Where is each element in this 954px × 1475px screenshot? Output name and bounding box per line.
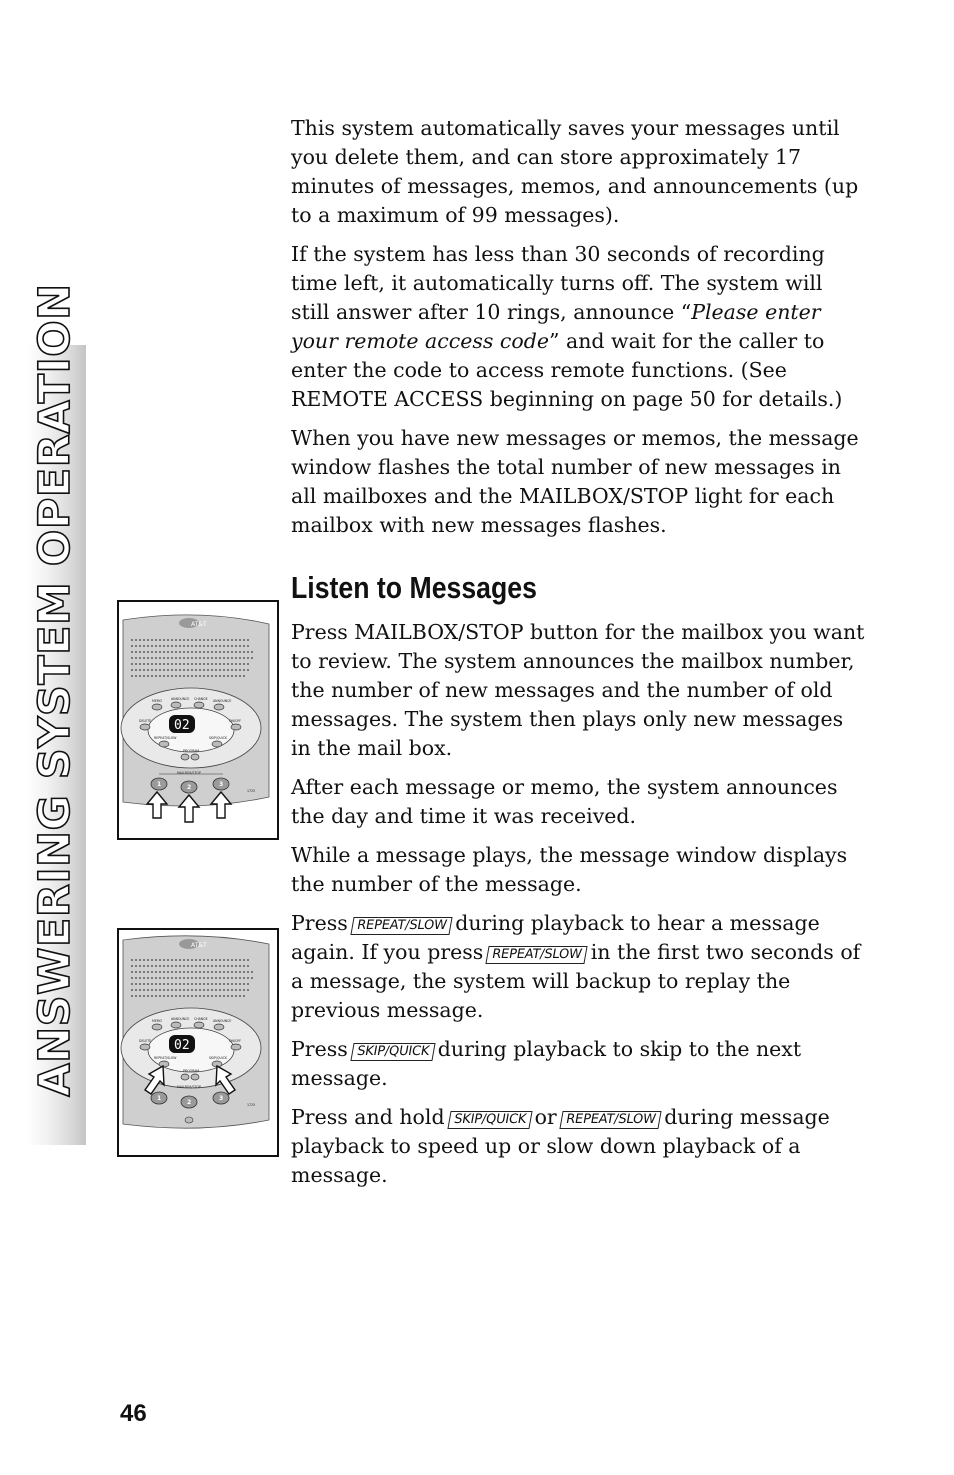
svg-text:REPEAT/SLOW: REPEAT/SLOW — [154, 1056, 177, 1060]
svg-text:DELETE: DELETE — [139, 1039, 152, 1043]
svg-text:CHANGE: CHANGE — [194, 697, 208, 701]
svg-text:MAILBOX/STOP: MAILBOX/STOP — [177, 1085, 201, 1089]
main-content — [291, 114, 866, 1200]
repeat-slow-key: REPEAT/SLOW — [559, 1111, 662, 1129]
recording-time-paragraph: If the system has less than 30 seconds of recording time left, it automatically turns off. The system will still answer after 10 rings, announce “Please enter your remote access code” and wait for the caller to enter the code to access remote functions. (See REMOTE ACCESS beginning on page 50 for details.) — [291, 242, 843, 411]
svg-text:1: 1 — [157, 1095, 162, 1102]
svg-text:3: 3 — [219, 1095, 224, 1102]
svg-text:ANNOUNCE: ANNOUNCE — [213, 699, 232, 703]
listen-paragraph-3: While a message plays, the message window displays the number of the message. — [291, 843, 848, 896]
mailbox-2-label: 2 — [187, 784, 192, 791]
answering-machine-figure-mailbox — [117, 600, 279, 840]
svg-text:ANNOUNCE: ANNOUNCE — [171, 697, 190, 701]
svg-text:AT&T: AT&T — [191, 942, 207, 949]
skip-quick-key: SKIP/QUICK — [447, 1111, 532, 1129]
svg-text:1725: 1725 — [247, 1103, 256, 1107]
new-messages-paragraph: When you have new messages or memos, the message window flashes the total number of new messages in all mailboxes and the MAILBOX/STOP light for each mailbox with new messages flashes. — [291, 426, 859, 537]
intro-paragraph: This system automatically saves your messages until you delete them, and can store approximately 17 minutes of messages, memos, and announcements (up to a maximum of 99 messages). — [291, 116, 859, 227]
svg-text:MEMO: MEMO — [152, 699, 163, 703]
svg-text:1725: 1725 — [247, 789, 256, 793]
skip-quick-key: SKIP/QUICK — [350, 1043, 435, 1061]
svg-text:PROGRAM: PROGRAM — [183, 1069, 200, 1073]
repeat-slow-key: REPEAT/SLOW — [486, 946, 589, 964]
svg-text:2: 2 — [187, 1099, 192, 1106]
svg-text:ON/OFF: ON/OFF — [229, 1039, 242, 1043]
svg-text:PROGRAM: PROGRAM — [183, 749, 200, 753]
brand-logo: AT&T — [191, 621, 207, 628]
svg-text:REPEAT/SLOW: REPEAT/SLOW — [154, 736, 177, 740]
svg-text:CHANGE: CHANGE — [194, 1017, 208, 1021]
repeat-slow-key: REPEAT/SLOW — [350, 917, 453, 935]
svg-text:SKIP/QUICK: SKIP/QUICK — [209, 736, 228, 740]
svg-text:02: 02 — [174, 1038, 190, 1053]
svg-text:SKIP/QUICK: SKIP/QUICK — [209, 1056, 228, 1060]
listen-paragraph-1: Press MAILBOX/STOP button for the mailbox you want to review. The system announces the mailbox number, the number of new messages and the number of old messages. The system then plays only new messages in the mail box. — [291, 620, 865, 760]
page-number: 46 — [120, 1400, 147, 1427]
mailbox-1-label: 1 — [157, 781, 162, 788]
svg-text:ANNOUNCE: ANNOUNCE — [171, 1017, 190, 1021]
listen-paragraph-2: After each message or memo, the system announces the day and time it was received. — [291, 775, 838, 828]
skip-paragraph: Press SKIP/QUICK during playback to skip to the next message. — [291, 1037, 802, 1090]
svg-text:MEMO: MEMO — [152, 1019, 163, 1023]
svg-text:MAILBOX/STOP: MAILBOX/STOP — [177, 771, 201, 775]
message-window-display: 02 — [174, 718, 190, 733]
section-heading: Listen to Messages — [291, 570, 537, 605]
remote-access-prompt: Please enter your remote access code — [291, 300, 821, 353]
repeat-paragraph: Press REPEAT/SLOW during playback to hear a message again. If you press REPEAT/SLOW in the first two seconds of a message, the system will backup to replay the previous message. — [291, 911, 861, 1022]
side-title-text: ANSWERING SYSTEM OPERATION — [30, 283, 80, 1097]
svg-text:ANNOUNCE: ANNOUNCE — [213, 1019, 232, 1023]
speed-paragraph: Press and hold SKIP/QUICK or REPEAT/SLOW during message playback to speed up or slow down playback of a message. — [291, 1105, 830, 1187]
svg-text:DELETE: DELETE — [139, 719, 152, 723]
svg-text:ON/OFF: ON/OFF — [229, 719, 242, 723]
mailbox-3-label: 3 — [219, 781, 224, 788]
answering-machine-figure-repeat-skip — [117, 928, 279, 1157]
